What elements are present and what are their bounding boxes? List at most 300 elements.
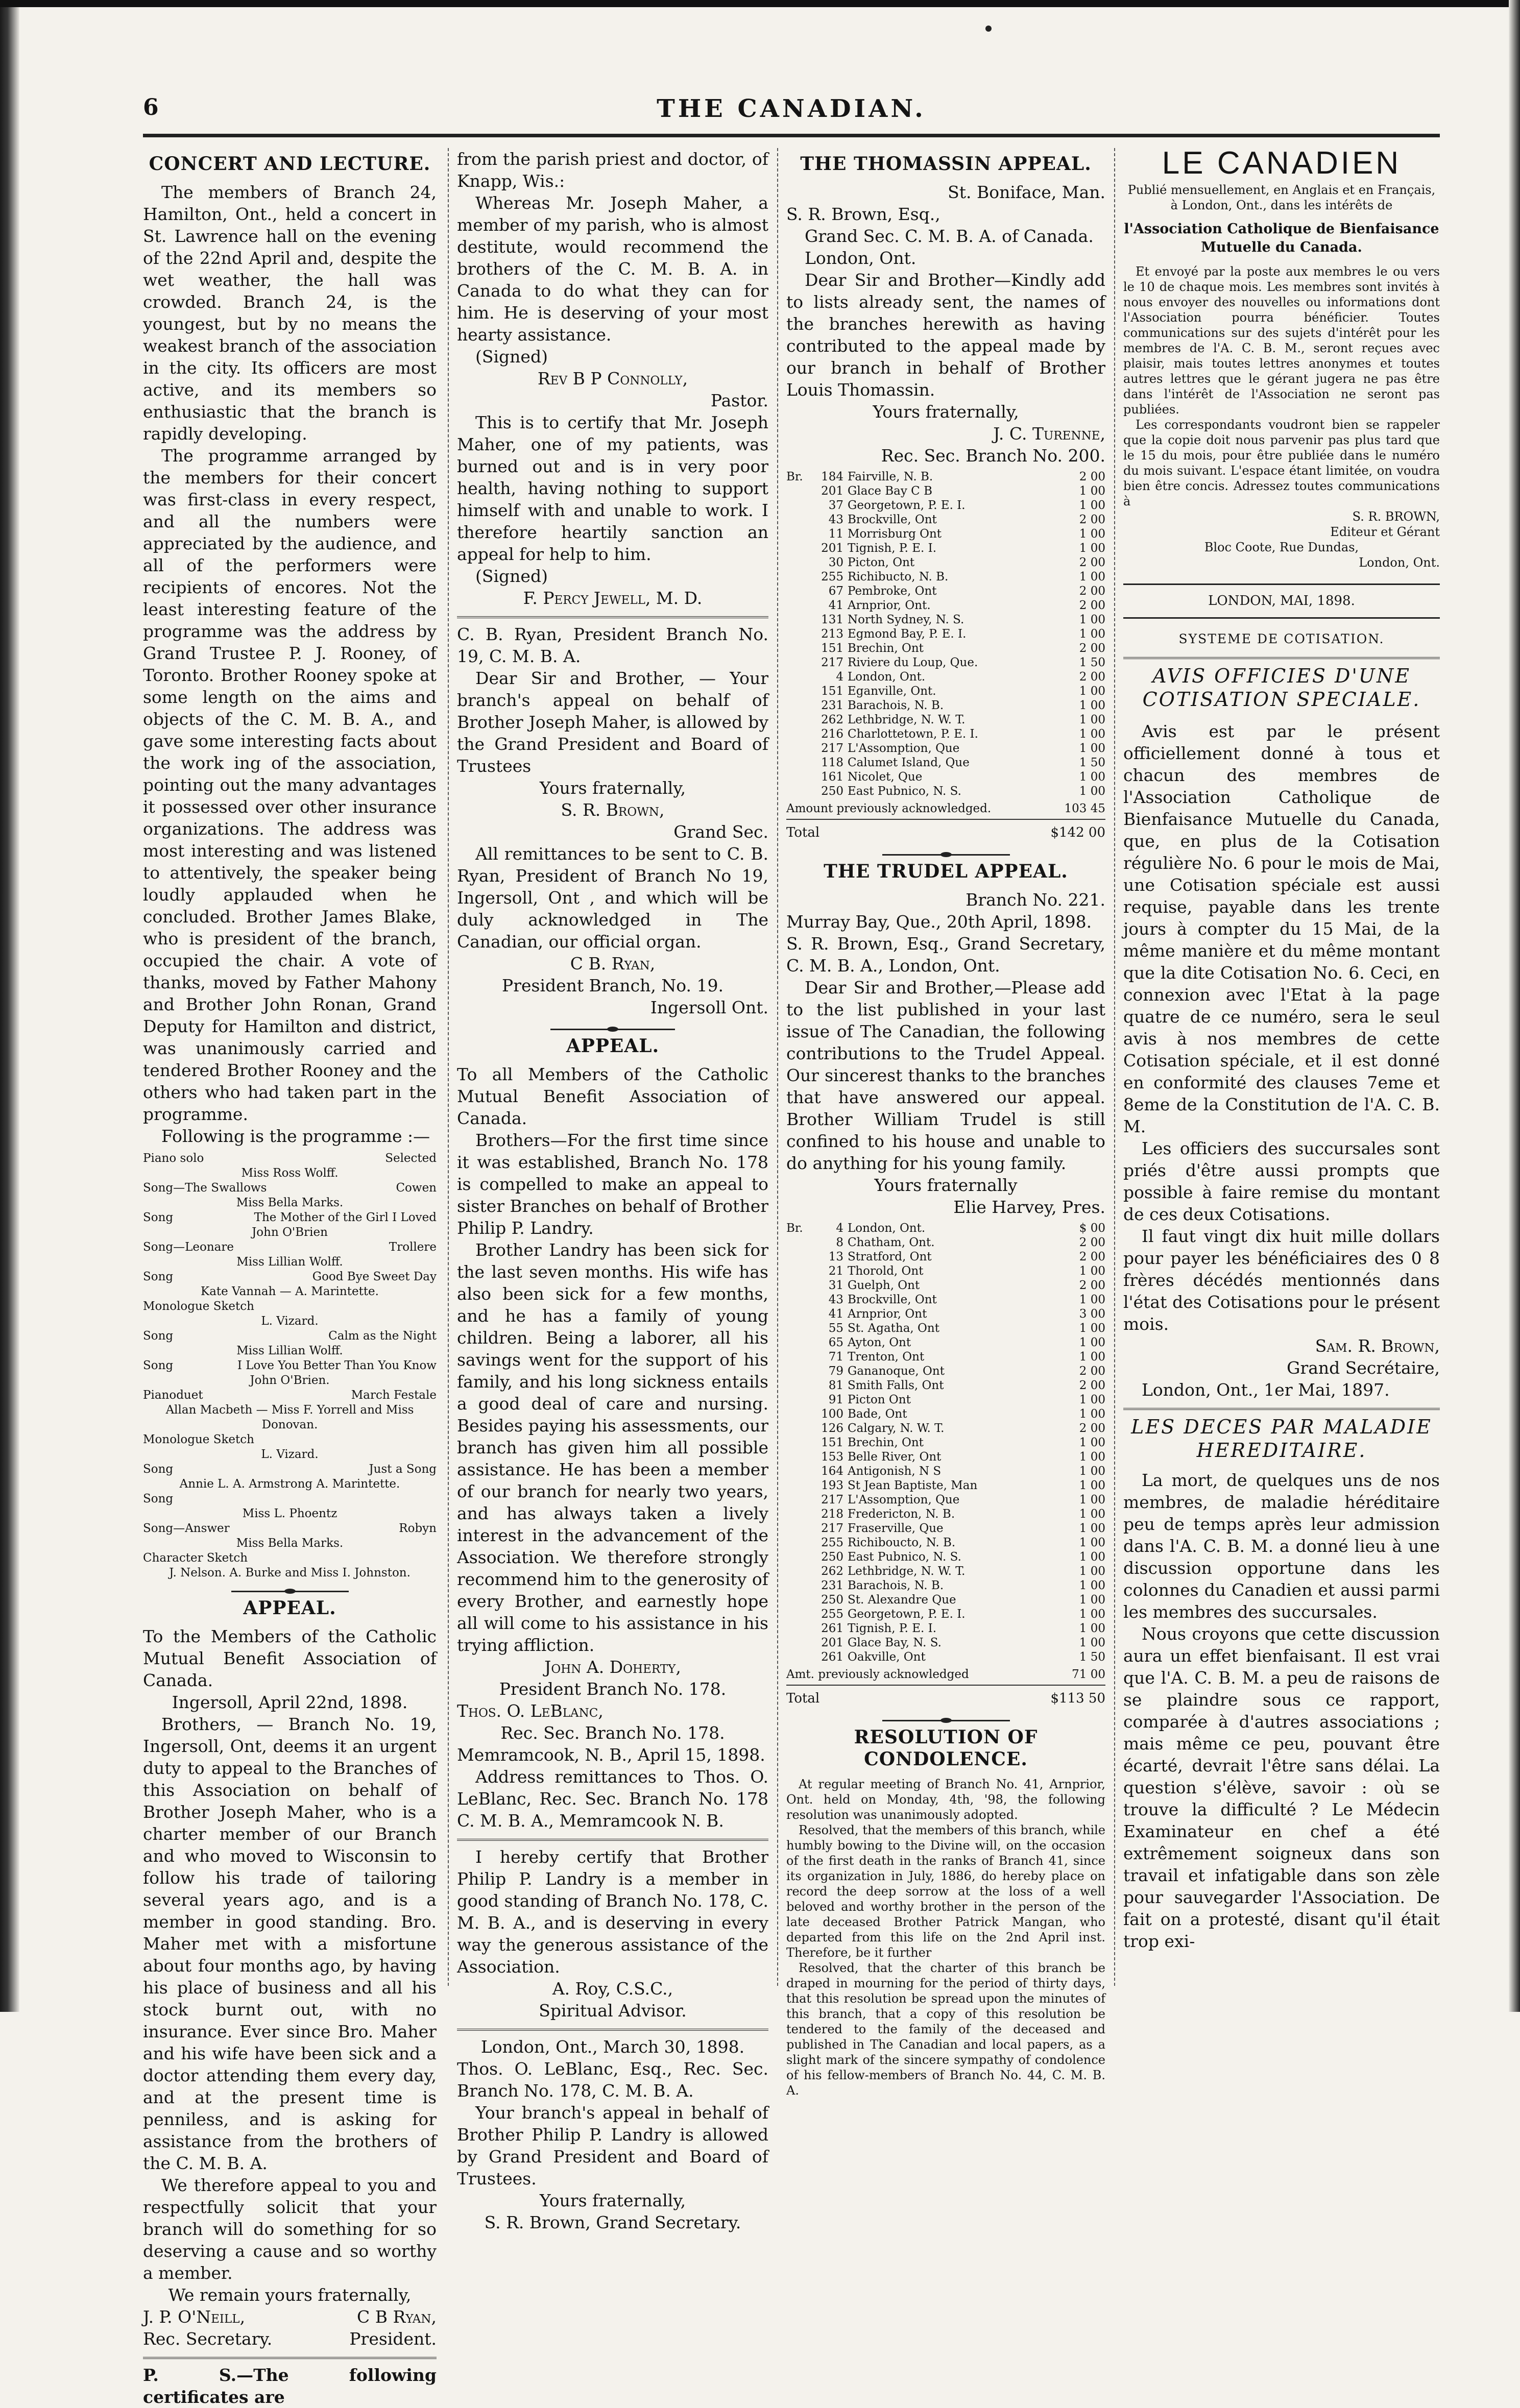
appeal-signatures bbox=[143, 2306, 437, 2328]
branch-number: 4 bbox=[836, 1222, 843, 1235]
total-row bbox=[786, 819, 1105, 844]
table-row bbox=[786, 670, 1105, 684]
concert-paragraph: The members of Branch 24, Hamilton, Ont., held a concert in St. Lawrence hall on the evening of the 22nd April and, despite the wet weather, the hall was crowded. Branch 24, is the youngest, but by no means the weakest branch of the association in the city. Its officers are most active, and its members so enthusiastic that the branch is rapidly developing. bbox=[143, 182, 437, 444]
branch-number: 164 bbox=[821, 1465, 843, 1478]
programme-performer: Miss Bella Marks. bbox=[236, 1196, 344, 1209]
table-row bbox=[786, 1407, 1105, 1421]
contribution-amount: 1 00 bbox=[1079, 527, 1105, 541]
programme-item-detail: Selected bbox=[385, 1152, 437, 1165]
branch-location: Barachois, N. B. bbox=[848, 1579, 944, 1592]
contribution-amount: 1 00 bbox=[1079, 785, 1105, 798]
branch-location: Smith Falls, Ont bbox=[848, 1379, 944, 1392]
contribution-amount: 2 00 bbox=[1079, 642, 1105, 655]
contribution-amount: 1 00 bbox=[1079, 499, 1105, 512]
table-row bbox=[786, 470, 1105, 484]
column-3 bbox=[786, 148, 1105, 2098]
branch-number: 261 bbox=[821, 1650, 843, 1664]
table-row bbox=[786, 527, 1105, 541]
previous-amount-value: 103 45 bbox=[1064, 802, 1105, 815]
contribution-amount: 2 00 bbox=[1079, 1279, 1105, 1292]
branch-number: 151 bbox=[821, 642, 843, 655]
branch-location: Richibucto, N. B. bbox=[848, 570, 949, 583]
contribution-amount: 1 00 bbox=[1079, 570, 1105, 583]
branch-number: 217 bbox=[821, 1493, 843, 1506]
branch-number: 218 bbox=[821, 1507, 843, 1521]
contribution-amount: 2 00 bbox=[1079, 670, 1105, 684]
branch-number: 79 bbox=[828, 1365, 843, 1378]
resolution-paragraph: At regular meeting of Branch No. 41, Arnprior, Ont. held on Monday, 4th, '98, the following resolution was unanimously adopted. bbox=[786, 1777, 1105, 1822]
branch-number: 8 bbox=[836, 1236, 843, 1249]
branch-prefix bbox=[786, 770, 808, 784]
branch-location: Belle River, Ont bbox=[848, 1450, 942, 1464]
signature-role: President Branch, No. 19. bbox=[502, 976, 723, 995]
appeal-recipients: To the Members of the Catholic Mutual Benefit Association of Canada. bbox=[143, 1626, 437, 1690]
contribution-amount: 1 00 bbox=[1079, 1608, 1105, 1621]
branch-prefix bbox=[786, 1621, 808, 1636]
contribution-amount: 1 00 bbox=[1079, 613, 1105, 626]
contribution-amount: 1 00 bbox=[1079, 1636, 1105, 1649]
column-4 bbox=[1123, 145, 1440, 2001]
branch-prefix bbox=[786, 1478, 808, 1493]
contribution-amount: 2 00 bbox=[1079, 470, 1105, 483]
branch-number: 184 bbox=[821, 470, 843, 483]
branch-prefix bbox=[786, 1436, 808, 1450]
table-row bbox=[786, 655, 1105, 670]
avis-paragraph: Les officiers des succursales sont priés d'être aussi prompts que possible à faire remise du montant de ces deux Cotisations. bbox=[1123, 1138, 1440, 1224]
contribution-amount: 2 00 bbox=[1079, 599, 1105, 612]
branch-location: Brechin, Ont bbox=[848, 1436, 924, 1449]
branch-location: Richiboucto, N. B. bbox=[848, 1536, 956, 1549]
programme-item bbox=[143, 1551, 437, 1566]
branch-number: 30 bbox=[828, 556, 843, 569]
branch-location: London, Ont. bbox=[848, 1222, 926, 1235]
branch-number: 67 bbox=[828, 585, 843, 598]
table-row bbox=[786, 513, 1105, 527]
editor-address: Bloc Coote, Rue Dundas, bbox=[1204, 540, 1359, 554]
branch-location: Guelph, Ont bbox=[848, 1279, 920, 1292]
contribution-amount: 1 00 bbox=[1079, 1622, 1105, 1635]
letter-body: Your branch's appeal in behalf of Brother Philip P. Landry is allowed by Grand President and Board of Trustees. bbox=[457, 2103, 768, 2188]
branch-location: Morrisburg Ont bbox=[848, 527, 942, 541]
contribution-amount: 1 00 bbox=[1079, 1479, 1105, 1492]
signature-name: Elie Harvey, Pres. bbox=[953, 1197, 1105, 1217]
table-row bbox=[786, 1450, 1105, 1464]
branch-location: Calgary, N. W. T. bbox=[848, 1422, 945, 1435]
branch-number: 43 bbox=[828, 513, 843, 526]
column-divider bbox=[1114, 148, 1115, 1986]
branch-prefix bbox=[786, 1264, 808, 1278]
branch-number: 255 bbox=[821, 1608, 843, 1621]
letter-closing: Yours fraternally, bbox=[539, 778, 686, 798]
branch-location: Egmond Bay, P. E. I. bbox=[848, 627, 967, 641]
branch-location: Brechin, Ont bbox=[848, 642, 924, 655]
branch-location: Bade, Ont bbox=[848, 1407, 907, 1421]
branch-prefix bbox=[786, 1464, 808, 1478]
contribution-amount: 1 00 bbox=[1079, 627, 1105, 641]
letter-recipient: S. R. Brown, Esq., Grand Secretary, C. M. B. A., London, Ont. bbox=[786, 934, 1105, 976]
letter-recipient: S. R. Brown, Esq., bbox=[786, 204, 940, 224]
programme-item bbox=[143, 1210, 437, 1225]
signature-name: Sam. R. Brown, bbox=[1315, 1336, 1440, 1356]
branch-prefix bbox=[786, 756, 808, 770]
table-row bbox=[786, 741, 1105, 756]
branch-prefix bbox=[786, 1278, 808, 1293]
previous-amount-label: Amount previously acknowledged. bbox=[786, 802, 992, 815]
branch-prefix bbox=[786, 713, 808, 727]
branch-prefix: Br. bbox=[786, 470, 803, 483]
branch-prefix bbox=[786, 1350, 808, 1364]
ink-speck bbox=[985, 26, 992, 32]
branch-number: 201 bbox=[821, 1636, 843, 1649]
branch-prefix bbox=[786, 784, 808, 798]
section-separator bbox=[550, 1029, 675, 1030]
branch-location: Picton, Ont bbox=[848, 556, 915, 569]
branch-prefix bbox=[786, 1421, 808, 1436]
programme-performer: Allan Macbeth — Miss F. Yorrell and Miss Donovan. bbox=[165, 1403, 414, 1431]
branch-location: L'Assomption, Que bbox=[848, 742, 960, 755]
contribution-amount: 1 00 bbox=[1079, 770, 1105, 784]
postscript: P. S.—The following certificates are bbox=[143, 2365, 437, 2407]
branch-number: 262 bbox=[821, 1565, 843, 1578]
programme-item bbox=[143, 1432, 437, 1447]
branch-prefix bbox=[786, 727, 808, 741]
programme-intro: Following is the programme :— bbox=[161, 1126, 430, 1146]
signature-role: President Branch No. 178. bbox=[499, 1679, 727, 1699]
signature-name: John A. Doherty, bbox=[544, 1657, 681, 1677]
editor-role: Editeur et Gérant bbox=[1330, 525, 1440, 539]
table-row bbox=[786, 1507, 1105, 1521]
contribution-amount: $ 00 bbox=[1079, 1222, 1105, 1235]
signature-name: A. Roy, C.S.C., bbox=[552, 1979, 673, 1999]
signature-name: S. R. Brown, Grand Secretary. bbox=[484, 2212, 741, 2232]
branch-prefix bbox=[786, 1450, 808, 1464]
branch-location: Stratford, Ont bbox=[848, 1250, 932, 1263]
letter-recipient: London, Ont. bbox=[805, 248, 916, 268]
programme-item-detail: Good Bye Sweet Day bbox=[312, 1270, 437, 1283]
branch-number: 262 bbox=[821, 713, 843, 726]
branch-prefix bbox=[786, 1578, 808, 1593]
programme-item-title: Monologue Sketch bbox=[143, 1433, 254, 1446]
branch-location: Glace Bay, N. S. bbox=[848, 1636, 942, 1649]
branch-number: 21 bbox=[828, 1264, 843, 1278]
programme-item bbox=[143, 1462, 437, 1477]
branch-location: Calumet Island, Que bbox=[848, 756, 970, 769]
branch-location: Arnprior, Ont. bbox=[848, 599, 931, 612]
programme-performer: John O'Brien. bbox=[250, 1374, 330, 1387]
branch-number: 100 bbox=[821, 1407, 843, 1421]
table-row bbox=[786, 1250, 1105, 1264]
table-row bbox=[786, 784, 1105, 798]
letter-body: Dear Sir and Brother—Kindly add to lists already sent, the names of the branches herewith as having contributed to the appeal made by our branch in behalf of Brother Louis Thomassin. bbox=[786, 270, 1105, 400]
column-1 bbox=[143, 148, 437, 2407]
contribution-amount: 1 00 bbox=[1079, 1550, 1105, 1564]
table-row bbox=[786, 1321, 1105, 1335]
appeal-paragraph: Brothers, — Branch No. 19, Ingersoll, Ont, deems it an urgent duty to appeal to the Branches of this Association on behalf of Brother Joseph Maher, who is a charter member of our Branch and who moved to Wisconsin to follow his trade of tailoring several years ago, and is a member in good standing. Bro. Maher met with a misfortune about four months ago, by having his place of business and all his stock burnt out, with no insurance. Ever since Bro. Maher and his wife have been sick and a doctor attending them every day, and at the present time is penniless, and is asking for assistance from the brothers of the C. M. B. A. bbox=[143, 1714, 437, 2173]
contribution-amount: 1 00 bbox=[1079, 1393, 1105, 1406]
branch-location: Eganville, Ont. bbox=[848, 685, 936, 698]
branch-number: 91 bbox=[828, 1393, 843, 1406]
deces-paragraph: La mort, de quelques uns de nos membres, de maladie héréditaire peu de temps après leur admission dans l'A. C. B. M. a donné lieu à une discussion opportune dans les colonnes du Canadien et aussi parmi les membres des succursales. bbox=[1123, 1470, 1440, 1622]
appeal-heading: APPEAL. bbox=[566, 1035, 660, 1057]
branch-prefix bbox=[786, 484, 808, 498]
table-row bbox=[786, 713, 1105, 727]
programme-performer: Miss L. Phoentz bbox=[242, 1507, 337, 1520]
contribution-amount: 1 00 bbox=[1079, 742, 1105, 755]
contribution-amount: 1 00 bbox=[1079, 1350, 1105, 1364]
previous-amount-row bbox=[786, 1667, 1105, 1682]
contribution-amount: 1 00 bbox=[1079, 1293, 1105, 1306]
branch-location: Georgetown, P. E. I. bbox=[848, 499, 966, 512]
letter-recipient: Grand Sec. C. M. B. A. of Canada. bbox=[805, 226, 1094, 246]
rule bbox=[1123, 657, 1440, 659]
branch-number: 37 bbox=[828, 499, 843, 512]
branch-number: 31 bbox=[828, 1279, 843, 1292]
certificate-priest: Whereas Mr. Joseph Maher, a member of my parish, who is almost destitute, would recommend the brothers of the C. M. B. A. in Canada to do what they can for him. He is deserving of your most hearty assistance. bbox=[457, 193, 768, 345]
scan-edge-right bbox=[1509, 0, 1520, 2012]
branch-prefix bbox=[786, 1521, 808, 1536]
previous-amount-row bbox=[786, 801, 1105, 816]
branch-prefix bbox=[786, 1321, 808, 1335]
signature-name: Thos. O. LeBlanc, bbox=[457, 1701, 604, 1721]
table-row bbox=[786, 1621, 1105, 1636]
contribution-amount: 1 00 bbox=[1079, 727, 1105, 741]
branch-prefix bbox=[786, 513, 808, 527]
branch-location: Tignish, P. E. I. bbox=[848, 542, 937, 555]
section-separator bbox=[231, 1591, 349, 1592]
total-label: Total bbox=[786, 825, 820, 840]
table-row bbox=[786, 1493, 1105, 1507]
branch-number: 151 bbox=[821, 685, 843, 698]
address-note: Address remittances to Thos. O. LeBlanc, Rec. Sec. Branch No. 178 C. M. B. A., Memramcook N. B. bbox=[457, 1767, 768, 1831]
table-row bbox=[786, 1393, 1105, 1407]
branch-number: 131 bbox=[821, 613, 843, 626]
branch-number: Branch No. 221. bbox=[966, 890, 1105, 910]
contribution-amount: 2 00 bbox=[1079, 585, 1105, 598]
branch-prefix: Br. bbox=[786, 1222, 803, 1235]
contribution-amount: 1 00 bbox=[1079, 1436, 1105, 1449]
scan-edge-top bbox=[0, 0, 1520, 7]
column-2 bbox=[457, 148, 768, 2232]
editor-address: London, Ont. bbox=[1359, 555, 1440, 570]
branch-number: 255 bbox=[821, 1536, 843, 1549]
branch-location: St. Agatha, Ont bbox=[848, 1322, 939, 1335]
contribution-amount: 1 00 bbox=[1079, 1465, 1105, 1478]
table-row bbox=[786, 727, 1105, 741]
branch-number: 65 bbox=[828, 1336, 843, 1349]
section-separator bbox=[882, 854, 1010, 856]
total-row bbox=[786, 1685, 1105, 1710]
resolution-heading: RESOLUTION OF CONDOLENCE. bbox=[854, 1726, 1038, 1770]
programme-item-detail: Trollere bbox=[389, 1241, 437, 1254]
programme-item bbox=[143, 1240, 437, 1255]
programme-item-title: Song bbox=[143, 1329, 174, 1343]
branch-number: 118 bbox=[821, 756, 843, 769]
continued-text: from the parish priest and doctor, of Knapp, Wis.: bbox=[457, 149, 768, 191]
table-row bbox=[786, 1350, 1105, 1364]
contribution-amount: 1 00 bbox=[1079, 1322, 1105, 1335]
table-row bbox=[786, 641, 1105, 655]
branch-location: Ayton, Ont bbox=[848, 1336, 911, 1349]
branch-location: Gananoque, Ont bbox=[848, 1365, 945, 1378]
table-row bbox=[786, 598, 1105, 613]
programme-item-detail: Cowen bbox=[396, 1181, 437, 1195]
appeal-paragraph: We therefore appeal to you and respectfully solicit that your branch will do something for so deserving a cause and so worthy a member. bbox=[143, 2175, 437, 2283]
programme-item-title: Piano solo bbox=[143, 1152, 204, 1165]
branch-location: Nicolet, Que bbox=[848, 770, 923, 784]
branch-number: 217 bbox=[821, 1522, 843, 1535]
programme-item-title: Song—The Swallows bbox=[143, 1181, 267, 1195]
appeal-paragraph: Brother Landry has been sick for the last seven months. His wife has also been sick for a few months, and he has a family of young children. Being a laborer, all his savings went for the support of his family, and his long sickness entails a good deal of care and nursing. Besides paying his assessments, our branch has given him all possible assistance. He has been a member of our branch for nearly two years, and has always taken a lively interest in the advancement of the Association. We therefore strongly recommend him to the generosity of every Brother, and earnestly hope all will come to his assistance in his trying affliction. bbox=[457, 1240, 768, 1655]
branch-prefix bbox=[786, 541, 808, 555]
signature-role: Grand Secrétaire, bbox=[1287, 1358, 1440, 1378]
branch-location: Charlottetown, P. E. I. bbox=[848, 727, 978, 741]
programme-item-detail: Just a Song bbox=[369, 1463, 437, 1476]
letter-recipient: C. B. Ryan, President Branch No. 19, C. M. B. A. bbox=[457, 624, 768, 666]
resolution-paragraph: Resolved, that the charter of this branch be draped in mourning for the period of thirty days, that this resolution be spread upon the minutes of this branch, that a copy of this resolution be tendered to the family of the deceased and published in The Canadian and local papers, as a slight mark of the sincere sympathy of condolence of his fellow-members of Branch No. 44, C. M. B. A. bbox=[786, 1961, 1105, 2098]
association-name: l'Association Catholique de Bienfaisance Mutuelle du Canada. bbox=[1124, 221, 1439, 255]
appeal-heading: APPEAL. bbox=[243, 1597, 336, 1619]
table-row bbox=[786, 498, 1105, 513]
branch-location: Chatham, Ont. bbox=[848, 1236, 935, 1249]
appeal-paragraph: Brothers—For the first time since it was established, Branch No. 178 is compelled to make an appeal to sister Branches on behalf of Brother Philip P. Landry. bbox=[457, 1130, 768, 1238]
branch-location: L'Assomption, Que bbox=[848, 1493, 960, 1506]
table-row bbox=[786, 1421, 1105, 1436]
total-value: $113 50 bbox=[1050, 1691, 1105, 1706]
table-row bbox=[786, 1221, 1105, 1235]
branch-location: Lethbridge, N. W. T. bbox=[848, 1565, 966, 1578]
letter-closing: Yours fraternally, bbox=[539, 2191, 686, 2210]
branch-number: 4 bbox=[836, 670, 843, 684]
publication-info: Et envoyé par la poste aux membres le ou vers le 10 de chaque mois. Les membres sont invités à nous envoyer des nouvelles ou informations dont l'Association pourra bénéficier. Toutes communications sur des sujets d'intérêt pour les membres de l'A. C. B. M., seront reçues avec plaisir, mais toutes lettres anonymes et toutes autres lettres que le gérant jugera ne pas être dans l'intérêt de l'Association ne seront pas publiées. bbox=[1123, 264, 1440, 417]
scan-edge-left bbox=[0, 0, 19, 2012]
letter-closing: Yours fraternally, bbox=[873, 402, 1019, 422]
branch-location: Lethbridge, N. W. T. bbox=[848, 713, 966, 726]
branch-location: Tignish, P. E. I. bbox=[848, 1622, 937, 1635]
french-edition-title: LE CANADIEN bbox=[1162, 145, 1402, 181]
contribution-amount: 1 00 bbox=[1079, 1336, 1105, 1349]
total-value: $142 00 bbox=[1050, 825, 1105, 840]
programme-performer: Miss Lillian Wolff. bbox=[236, 1344, 343, 1357]
contribution-amount: 1 00 bbox=[1079, 699, 1105, 712]
signature-name: J. C. Turenne, bbox=[993, 424, 1105, 444]
branch-location: Picton Ont bbox=[848, 1393, 911, 1406]
branch-location: St Jean Baptiste, Man bbox=[848, 1479, 978, 1492]
branch-prefix bbox=[786, 1364, 808, 1378]
contributions-table bbox=[786, 1221, 1105, 1664]
branch-number: 250 bbox=[821, 785, 843, 798]
signature-place: Ingersoll Ont. bbox=[650, 998, 768, 1017]
rule bbox=[457, 2029, 768, 2031]
table-row bbox=[786, 1436, 1105, 1450]
contribution-amount: 1 50 bbox=[1079, 656, 1105, 669]
programme-item-detail: I Love You Better Than You Know bbox=[237, 1359, 437, 1372]
signature-name: Rev B P Connolly, bbox=[537, 369, 688, 388]
branch-prefix bbox=[786, 527, 808, 541]
programme-performer: L. Vizard. bbox=[261, 1448, 319, 1461]
branch-prefix bbox=[786, 555, 808, 570]
programme-list bbox=[143, 1151, 437, 1580]
branch-prefix bbox=[786, 1235, 808, 1250]
signature-name: J. P. O'Neill, bbox=[143, 2307, 246, 2327]
signature-role: President. bbox=[349, 2329, 437, 2349]
signature-name: F. Percy Jewell, M. D. bbox=[523, 588, 703, 608]
branch-location: East Pubnico, N. S. bbox=[848, 1550, 961, 1564]
branch-prefix bbox=[786, 641, 808, 655]
programme-item bbox=[143, 1181, 437, 1196]
contribution-amount: 1 50 bbox=[1079, 756, 1105, 769]
publication-info: Les correspondants voudront bien se rappeler que la copie doit nous parvenir pas plus tard que le 15 du mois, pour être publiée dans le numéro du mois suivant. L'espace étant limitée, on voudra bien être concis. Adressez toutes communications à bbox=[1123, 418, 1440, 508]
contribution-amount: 1 00 bbox=[1079, 1536, 1105, 1549]
appeal-date: Memramcook, N. B., April 15, 1898. bbox=[457, 1745, 765, 1765]
branch-prefix bbox=[786, 584, 808, 598]
branch-location: St. Alexandre Que bbox=[848, 1593, 956, 1607]
branch-location: East Pubnico, N. S. bbox=[848, 785, 961, 798]
contribution-amount: 1 00 bbox=[1079, 685, 1105, 698]
branch-prefix bbox=[786, 598, 808, 613]
signed-label: (Signed) bbox=[475, 566, 548, 586]
table-row bbox=[786, 1521, 1105, 1536]
contribution-amount: 1 00 bbox=[1079, 542, 1105, 555]
table-row bbox=[786, 1636, 1105, 1650]
programme-item-title: Song bbox=[143, 1463, 174, 1476]
masthead bbox=[143, 94, 1440, 130]
branch-prefix bbox=[786, 1536, 808, 1550]
branch-number: 43 bbox=[828, 1293, 843, 1306]
appeal-closing: We remain yours fraternally, bbox=[168, 2285, 412, 2305]
programme-performer: L. Vizard. bbox=[261, 1315, 319, 1328]
programme-item-detail: March Festale bbox=[351, 1389, 437, 1402]
editor-name: S. R. BROWN, bbox=[1352, 509, 1440, 524]
programme-item bbox=[143, 1329, 437, 1344]
programme-item-title: Pianoduet bbox=[143, 1389, 203, 1402]
branch-number: 213 bbox=[821, 627, 843, 641]
branch-number: 161 bbox=[821, 770, 843, 784]
table-row bbox=[786, 1335, 1105, 1350]
branch-location: Thorold, Ont bbox=[848, 1264, 924, 1278]
branch-number: 55 bbox=[828, 1322, 843, 1335]
branch-location: Brockville, Ont bbox=[848, 1293, 937, 1306]
branch-prefix bbox=[786, 670, 808, 684]
contribution-amount: 3 00 bbox=[1079, 1307, 1105, 1321]
branch-prefix bbox=[786, 1636, 808, 1650]
branch-location: North Sydney, N. S. bbox=[848, 613, 964, 626]
table-row bbox=[786, 1607, 1105, 1621]
section-separator bbox=[882, 1720, 1010, 1721]
branch-location: Fairville, N. B. bbox=[848, 470, 933, 483]
total-label: Total bbox=[786, 1691, 820, 1706]
letter-place: Murray Bay, Que., 20th April, 1898. bbox=[786, 912, 1092, 932]
programme-item-title: Song bbox=[143, 1270, 174, 1283]
thomassin-heading: THE THOMASSIN APPEAL. bbox=[800, 153, 1092, 175]
branch-location: Fraserville, Que bbox=[848, 1522, 944, 1535]
table-row bbox=[786, 1293, 1105, 1307]
branch-prefix bbox=[786, 684, 808, 698]
table-row bbox=[786, 1593, 1105, 1607]
branch-prefix bbox=[786, 1393, 808, 1407]
table-row bbox=[786, 1278, 1105, 1293]
branch-prefix bbox=[786, 627, 808, 641]
signature-role: Rec. Sec. Branch No. 178. bbox=[500, 1723, 725, 1743]
table-row bbox=[786, 1364, 1105, 1378]
table-row bbox=[786, 584, 1105, 598]
rule bbox=[143, 2357, 437, 2359]
contributions-table bbox=[786, 470, 1105, 798]
column-divider bbox=[777, 148, 778, 1986]
signed-label: (Signed) bbox=[475, 347, 548, 367]
contribution-amount: 1 00 bbox=[1079, 1264, 1105, 1278]
deces-paragraph: Nous croyons que cette discussion aura un effet bienfaisant. Il est vrai que l'A. C. B. M. a peu de raisons de se plaindre sous ce rapport, comparée à d'autres associations ; mais même ce peu, pouvant être écarté, devrait l'être sans délai. La question s'élève, savoir : où se trouve la difficulté ? Le Médecin Examinateur en chef a été extrêmement soigneux dans son travail et infatigable dans son zèle pour sauvegarder l'Association. De fait on a protesté, disant qu'il était trop exi- bbox=[1123, 1624, 1440, 1951]
branch-number: 41 bbox=[828, 1307, 843, 1321]
